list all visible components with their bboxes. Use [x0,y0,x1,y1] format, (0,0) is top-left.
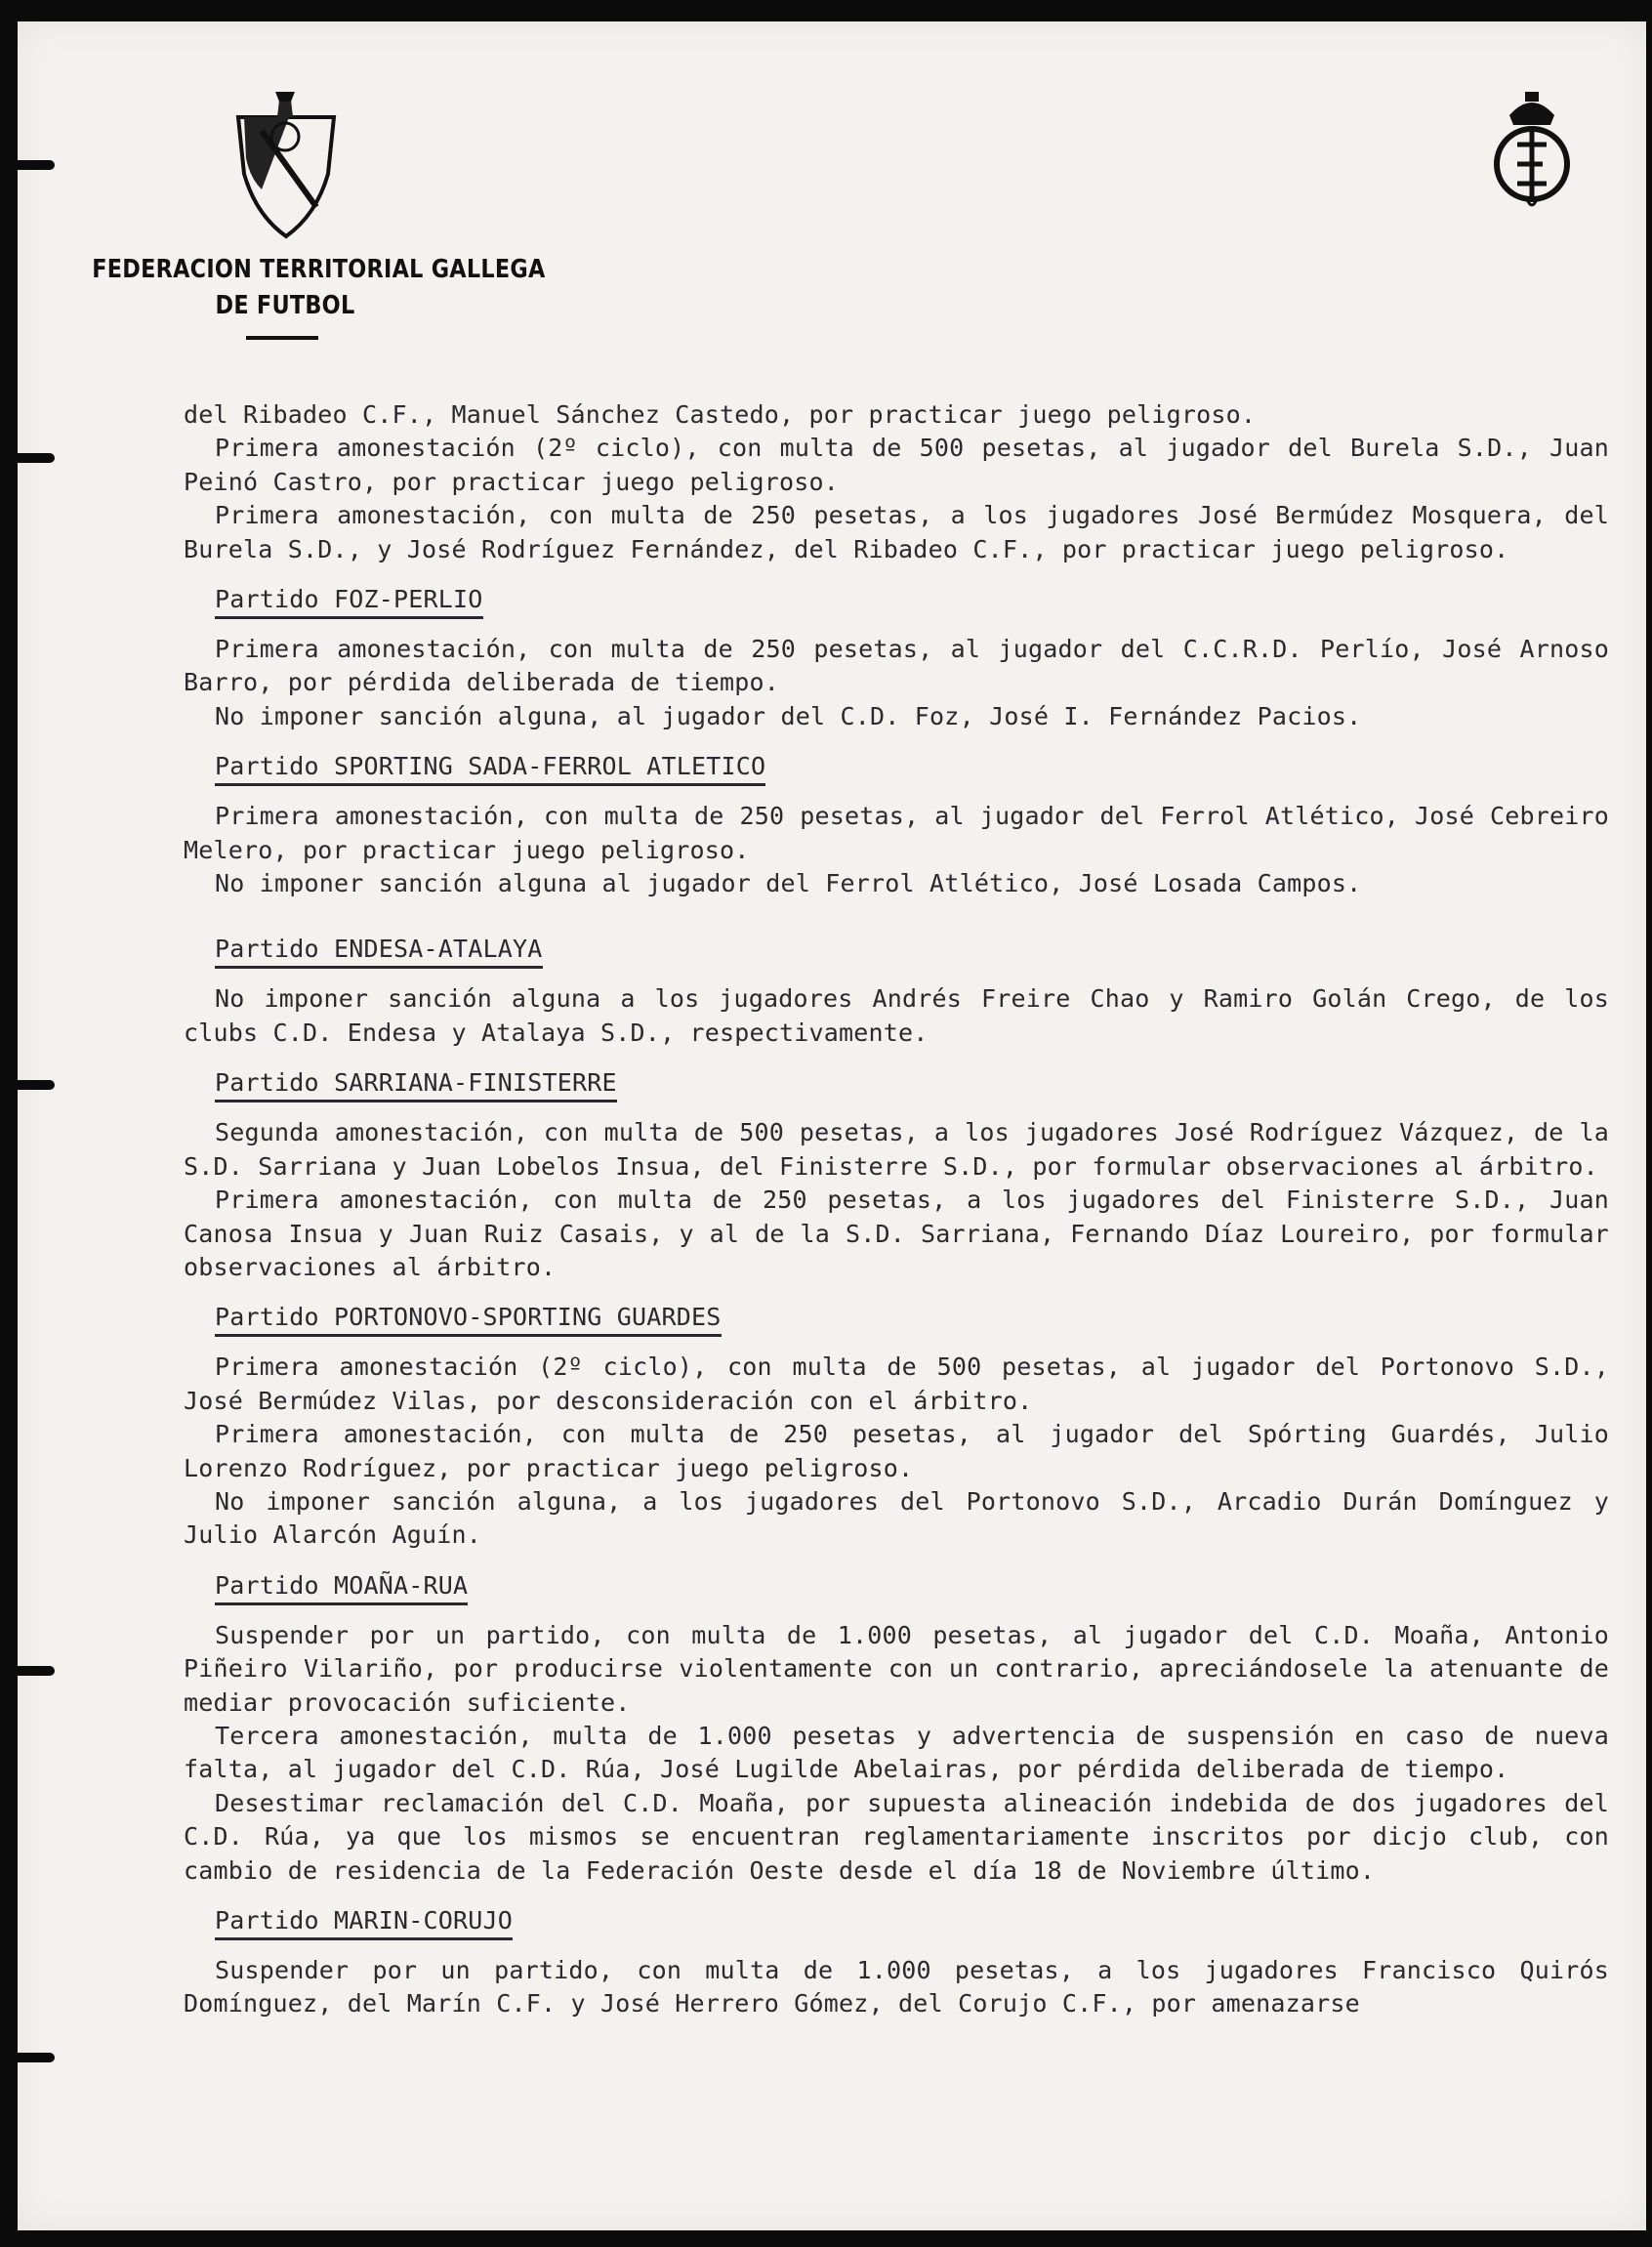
punch-hole [18,1080,55,1090]
paragraph: Primera amonestación (2º ciclo), con multa de 500 pesetas, al jugador del Burela S.D., Juan Peinó Castro, por practicar juego peligroso. [184,434,1609,496]
paragraph: Primera amonestación, con multa de 250 pesetas, a los jugadores del Finisterre S.D., Juan Canosa Insua y Juan Ruiz Casais, y al de la S.D. Sarriana, Fernando Díaz Loureiro, por formular observaciones al árbitro. [184,1186,1609,1281]
paragraph: Suspender por un partido, con multa de 1.000 pesetas, a los jugadores Francisco Quirós Domínguez, del Marín C.F. y José Herrero Gómez, del Corujo C.F., por amenazarse [184,1956,1609,2018]
royal-spanish-federation-crest-icon [1488,86,1576,215]
punch-hole [18,1666,55,1676]
paragraph: No imponer sanción alguna al jugador del Ferrol Atlético, José Losada Campos. [215,869,1362,898]
galician-federation-shield-icon [232,80,340,244]
letterhead-rule [246,336,318,340]
paragraph: Primera amonestación, con multa de 250 pesetas, al jugador del Spórting Guardés, Julio Lorenzo Rodríguez, por practicar juego peligroso. [184,1420,1609,1482]
paragraph: Segunda amonestación, con multa de 500 pesetas, a los jugadores José Rodríguez Vázquez, de la S.D. Sarriana y Juan Lobelos Insua, del Finisterre S.D., por formular observaciones al árbitro. [184,1118,1609,1181]
section-moana-rua [184,1553,1609,1888]
document-body [184,398,1609,2021]
section-sporting-sada-ferrol [184,733,1609,900]
section-endesa-atalaya [184,916,1609,1050]
match-heading: Partido SPORTING SADA-FERROL ATLETICO [215,751,765,786]
section-portonovo-guardes [184,1284,1609,1552]
punch-hole [18,453,55,463]
paragraph: Suspender por un partido, con multa de 1.000 pesetas, al jugador del C.D. Moaña, Antonio Piñeiro Vilariño, por producirse violentamente con un contrario, apreciándosele la atenuante de mediar provocación suficiente. [184,1620,1609,1717]
section-sarriana-finisterre [184,1050,1609,1284]
section-continued [184,398,1609,566]
punch-hole [18,160,55,170]
section-marin-corujo [184,1888,1609,2021]
match-heading: Partido ENDESA-ATALAYA [215,934,543,969]
match-heading: Partido SARRIANA-FINISTERRE [215,1067,617,1103]
paragraph: No imponer sanción alguna, a los jugadores del Portonovo S.D., Arcadio Durán Domínguez y Julio Alarcón Aguín. [184,1486,1609,1550]
match-heading: Partido MARIN-CORUJO [215,1905,513,1940]
paragraph: No imponer sanción alguna, al jugador del C.D. Foz, José I. Fernández Pacios. [215,701,1362,730]
paragraph: Primera amonestación (2º ciclo), con multa de 500 pesetas, al jugador del Portonovo S.D., José Bermúdez Vilas, por desconsideración con el árbitro. [184,1352,1609,1415]
paragraph: Primera amonestación, con multa de 250 pesetas, al jugador del C.C.R.D. Perlío, José Arnoso Barro, por pérdida deliberada de tiempo. [184,635,1609,697]
letterhead-line-1: FEDERACION TERRITORIAL GALLEGA [92,255,546,284]
punch-hole [18,2053,55,2062]
match-heading: Partido MOAÑA-RUA [215,1570,468,1605]
letterhead-line-2: DE FUTBOL [215,291,355,320]
federation-letterhead [92,252,546,324]
paragraph: Tercera amonestación, multa de 1.000 pesetas y advertencia de suspensión en caso de nueva falta, al jugador del C.D. Rúa, José Lugilde Abelairas, por pérdida deliberada de tiempo. [184,1721,1609,1784]
paragraph: Desestimar reclamación del C.D. Moaña, por supuesta alineación indebida de dos jugadores del C.D. Rúa, ya que los mismos se encuentran reglamentariamente inscritos por dicjo club, con cambio de residencia de la Federación Oeste desde el día 18 de Noviembre último. [184,1788,1609,1885]
match-heading: Partido FOZ-PERLIO [215,584,483,619]
match-heading: Partido PORTONOVO-SPORTING GUARDES [215,1302,722,1337]
paragraph: del Ribadeo C.F., Manuel Sánchez Castedo, por practicar juego peligroso. [184,400,1257,429]
paragraph: No imponer sanción alguna a los jugadores Andrés Freire Chao y Ramiro Golán Crego, de los clubs C.D. Endesa y Atalaya S.D., respectivamente. [184,984,1609,1047]
paragraph: Primera amonestación, con multa de 250 pesetas, al jugador del Ferrol Atlético, José Cebreiro Melero, por practicar juego peligroso. [184,802,1609,864]
section-foz-perlio [184,566,1609,733]
paragraph: Primera amonestación, con multa de 250 pesetas, a los jugadores José Bermúdez Mosquera, del Burela S.D., y José Rodríguez Fernández, del Ribadeo C.F., por practicar juego peligroso. [184,501,1609,563]
